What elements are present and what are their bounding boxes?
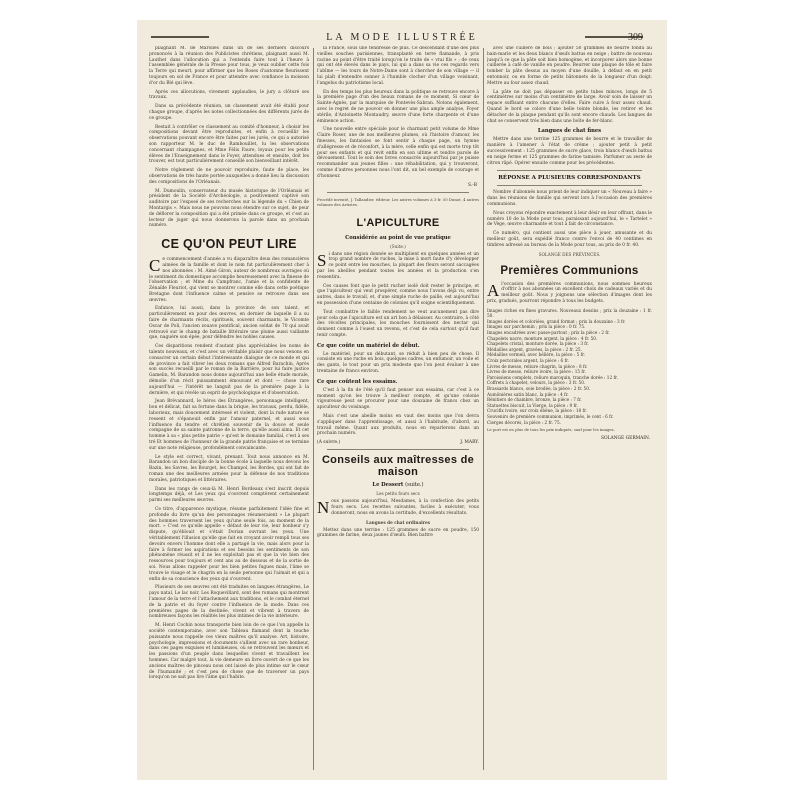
bottom-paragraph: Mettez dans une terrine : 125 grammes de sucre en poudre, 150 grammes de farine, deux jaunes d'œufs. Bien battre <box>317 527 479 539</box>
list-item: Brassards blancs, soie brodée, la pièce : 2 fr. 50. <box>487 386 591 392</box>
col3-paragraph: Mettre dans une terrine 125 grammes de beurre et le travailler de manière à l'amener à l'état de crème ; ajouter petit à petit successivement : 125 grammes de sucre glace, trois blancs d'œufs battus en neige ferme et 125 grammes de farine tamisée. Parfumer au zeste de citron râpé. Opérer ensuite comme pour les précédentes. <box>487 137 652 166</box>
col2-paragraph: En des temps les plus heureux dans la politique se retrouve encore à la première page d'un des beaux romans de ce moment, Si cœur de Sainte-Agnès, par la marquise de Pontevès-Sabran. Notons également, avec le regret de ne pouvoir en donner une plus ample analyse, Foyer stérile, d'Antoinette Montaudry, œuvre d'une forte charpente et d'une éminence action. <box>317 89 479 124</box>
list-item: Médailles vermeil, avec bélière, la pièce : 5 fr. <box>487 352 586 358</box>
article-paragraph <box>149 257 309 303</box>
closing-signature-left: (A suivre.) <box>317 440 341 446</box>
newspaper-page <box>137 20 667 780</box>
list-item: Images sur parchemin ; prix la pièce : 0 fr. 75. <box>487 324 586 330</box>
list-item: Images encadrées avec passe-partout ; prix la pièce : 2 fr. <box>487 330 610 336</box>
subsection-heading: Ce que coûte un matériel de début. <box>317 342 420 349</box>
col2-paragraph: la France, sous une tendresse de plus. Ce descendant d'une des plus vieilles souches parisiennes, transplanté en terre flamande, à pris racine au point d'être traité lorsqu'on le traite de « vrai fils » ; de ceux qui ont été élevés dans le pays, lui qui a dans sa vie ces regards vers l'abîme — les tours de Notre-Dame sont à chercher de son village — il lui plaît d'entendre sonner à l'humble clocher d'un village voisinant, l'angelus du patriotisme local. <box>317 46 479 86</box>
col3-heading: RÉPONSE A PLUSIEURS CORRESPONDANTS <box>498 175 641 182</box>
dropcap: N <box>317 498 330 518</box>
journal-title: LA MODE ILLUSTRÉE <box>326 32 478 43</box>
article-paragraph: Ces disparitions rendent d'autant plus appréciables les noms de talents nouveaux, et c'est avec un véritable plaisir que nous venons en consacrer un certain début l'intéressante dialogue de ce monde et qui de province a fait vibrer les deux romans que Alfred Barachin, Après son succès recueilli par le roman de la Barrière, pour lui faire justice Gamelin, M. Barandon nous donne aujourd'hui une belle étude morale, démolie d'un récit puissamment émouvant et dont — chose rare aujourd'hui — l'intérêt ne languit pas de la première page à la dernière, et qui révèle un esprit de psychologique et d'observation. <box>149 344 309 396</box>
list-item: Chapelets nacre, monture argent, la pièce : 4 fr. 50. <box>487 335 598 341</box>
divider <box>327 449 469 450</box>
bottom-paragraph <box>317 499 479 516</box>
price-list <box>487 308 652 425</box>
list-item: Statuettes biscuit, la Vierge, la pièce : 9 fr. <box>487 402 578 408</box>
article-paragraph-text: e commencement d'année a vu disparaître deux des romancières aimées de la famille et dont le nom fut particulièrement cher à nos abonnées : M. Aimé Giron, auteur de nombreux ouvrages où le sentiment du domestique accomplie heureusement avec la finesse de l'observation ; et Mme du Campfranc, l'amie et la confidente de Zénaïde Fleuriot, qui vient se montrer comme elle dans cette poétique Bretagne dont l'influence calme et pensive se retrouve dans ses œuvres. <box>149 257 309 303</box>
subsection-paragraph: Le matériel, pour un débutant, se réduit à bien peu de chose. Il consiste en une ruche en bois, quelques cadres, un enfumoir, un voile et des gants, le tout pour un prix modeste que l'on peut évaluer à une trentaine de francs environ. <box>317 351 479 375</box>
article-paragraph: Plusieurs de ses œuvres ont été traduites en langues étrangères, Le pays natal, Le lac noir, Les Roquevillard, sont des romans qui montrent l'amour de la terre et l'attachement aux traditions, et le combat éternel de la patrie et du foyer contre l'influence de la mode. Dans ces premières pages de la destinée, vivent et vibrent à travers de nombreuses façons les réalités les plus intimes de la vie intérieure. <box>149 585 309 620</box>
column-3 <box>487 46 652 770</box>
bottom-heading-2: Langues de chat ordinaires <box>366 519 430 525</box>
section-paragraph: Tout combattre le faible rendement ne veut aucunement pas dire pour cela que l'apiculture est un art bon à délaisser. Au contraire, à côté des récoltes principales, les mouches fournissent des nectar qui donnent comme à l'ouest un revenu, et c'est de cela surtout qu'il faut tenir compte. <box>317 309 479 338</box>
section-paragraph: Ces causes font que le petit rucher isolé doit rester le principe, et que l'apiculteur qui veut prospérer, comme nous l'avons déjà vu, entre autres, dans le travail, et, d'une simple ruche de paille, est aujourd'hui en possession d'une centaine de colonies qu'il soigne scientifiquement. <box>317 283 479 306</box>
final-signature: SOLANGE GERMAIN. <box>600 436 650 442</box>
list-item: Livres de messe, reliure chagrin, la pièce : 8 fr. <box>487 363 588 369</box>
bottom-subtitle <box>317 482 479 488</box>
bottom-subtitle-text: Le Dessert <box>372 482 404 489</box>
section-paragraph-text: i dans une région donnée se multiplient en quelques années et un trop grand nombre de ruches, la mise à mort faute d'y développer ce point entre les mouches, la plupart des fleurs seront saccagées par les abeilles pendant toutes les années et la production s'en ressentira. <box>317 251 479 280</box>
list-item: Images riches en fines gravures. Nouveaux dessins ; prix la douzaine : 1 fr. 50. <box>487 307 652 319</box>
dropcap: A <box>487 280 500 300</box>
list-item: Images dorées et coloriées, grand format ; prix la douzaine : 3 fr. <box>487 318 626 324</box>
closing-paragraph: Mais c'est une abeille moins en vaut des moins que l'on devra s'appliquer dans l'apprentissage, et aussi à l'habitude, d'abord, au travail même. Quant aux produits, nous en reparlerons dans un prochain numéro. <box>317 414 479 437</box>
subsection-heading: Ce que coûtent les essaims. <box>317 378 398 385</box>
signature: S.-B <box>468 182 477 188</box>
list-item: Cierges décorés, la pièce : 2 fr. 75. <box>487 419 561 425</box>
divider <box>497 185 642 186</box>
section-note: (Suite.) <box>390 243 406 249</box>
article-paragraph: Le style est correct, vivant, prenant. Tout nous annonce en M. Barandon un bon disciple de la bonne école à laquelle nous devons les Bazin, les Savres, les Bourget, les Champol, les Bordes, qui ont fait de roman une des meilleures armées pour la défense de nos traditions morales, patriotiques et littéraires. <box>149 454 309 483</box>
article-paragraph: M. Henri Cochin nous transporte bien loin de ce que l'on appelle la société contemporaine, avec son Tableau flamand dont la touche puissante nous rappelle ces vieux maîtres qu'il analyse. Art, histoire, psychologie, impressions et documents s'allient avec un rare bonheur, dans ces pages exquises et lumineuses, où se retrouvent les mœurs et les passions d'un peuple dans lesquelles vivent et travaillent les hommes. Car malgré tout, la vie demeure un livre ouvert de ce que les anciens maîtres de pinceau nous ont laissé de plus intime sur le cœur de l'humanité ; et c'est peu de chose que de traverser un pays lorsqu'on ne sait pas lire l'âme qui l'habite. <box>149 623 309 681</box>
column-rule-2 <box>483 48 484 770</box>
list-item: Coffrets à chapelet, velours, la pièce : 3 fr. 50. <box>487 380 586 386</box>
page-number: 309 <box>628 32 643 43</box>
article-title: CE QU'ON PEUT LIRE <box>161 237 297 252</box>
list-item: Médailles argent, gravées, la pièce : 2 fr. 25. <box>487 346 582 352</box>
column-2 <box>317 46 479 770</box>
section-paragraph <box>317 252 479 281</box>
closing-signature-right: J. MARY. <box>460 440 479 446</box>
col3-big-heading: Premières Communions <box>500 264 639 277</box>
intro-paragraph: Notre règlement de ne pouvoir reproduire, faute de place, les observations de très haute portée auxquelles a donné lieu la discussion des compositions de l'Orléanais. <box>149 168 309 185</box>
dropcap: C <box>149 256 161 276</box>
col3-paragraph: La pâte ne doit pas dépasser en petits tubes minces, longs de 5 centimètres sur moins d'un centimètre de large. Avoir soin de laisser un espace suffisant entre chacune d'elles. Faire cuire à four assez chaud. Quand le bord se colore d'une belle teinte blonde, les retirer et les détacher de la plaque pendant qu'ils sont encore chauds. Les langues de chat se conservent très bien dans une boîte de fer-blanc. <box>487 89 652 124</box>
list-item: Croix pectorales argent, la pièce : 6 fr. <box>487 358 569 364</box>
col3-paragraph-text: l'occasion des premières communions, nous sommes heureux d'offrir à nos abonnées un excellent choix de cadeaux variés et du meilleur goût. Nous y joignons une sélection d'images dont les prix, gradués, pourront répondre à tous les budgets. <box>487 281 652 304</box>
col3-paragraph: Ce numéro, qui contient aussi une pièce à jouer, amusante et du meilleur goût, sera expédié franco contre l'envoi de 40 centimes en timbres adressé au bureau de la Mode pour tous, au prix de 0 fr. 40. <box>487 231 652 248</box>
list-item: Paroissiens complets, reliure maroquin, tranche dorée : 12 fr. <box>487 374 618 380</box>
article-paragraph: Enfance, lui aussi, dans la province de son talent, et particulièrement en pour des œuvres, en dernier de laquelle il a su faire de charmants récits, spirituels, souvent charmants, le Vicomte Oscar de Poli, l'ancien zouave pontifical, ancien soldat de 70 qui avait retrouvé sur le champ de bataille littéraire une plume aussi vaillante que, naguère son épée, pour défendre les nobles causes. <box>149 306 309 341</box>
intro-paragraph: Restait à contrôler ce classement au comité d'honneur, à choisir les compositions devant être reproduites, et enfin à recueillir les observations pouvant encore être faites par les jurés, ce qui a autorisé son rapporteur M. le duc de Rambouillet, lu les observations concernant champagnes, et Mme Félix Faure, loyaux pour les petits élèves de l'Enseignement dans le Foyer, attendues et ensuite, doit les trouver, est tout particulièrement conseillé son bienveillant intérêt. <box>149 124 309 165</box>
article-paragraph: Dans les rangs de ceux-là M. Henri Bordeaux s'est inscrit depuis longtemps déjà, et Les yeux qui s'ouvrent comptèrent certainement parmi ses meilleures œuvres. <box>149 486 309 504</box>
divider <box>497 170 642 171</box>
dropcap: S <box>317 250 327 270</box>
list-item: Chapelets cristal, monture dorée, la pièce : 3 fr. <box>487 341 589 347</box>
subsection-paragraph: C'est à la fin de l'été qu'il faut penser aux essaims, car c'est à ce moment qu'on les trouve à meilleur compte, et qu'une colonie vigoureuse peut se procurer pour une douzaine de francs chez un apiculteur du voisinage. <box>317 387 479 411</box>
section-subtitle: Considérée au point de vue pratique <box>345 234 451 241</box>
footnote: Procédé inventé, J. Tallandier, éditeur. Les autres volumes à 3 fr. 50 Dunot, 4 autres volumes des Artistes. <box>317 196 479 207</box>
bottom-heading: Les petits fours secs <box>376 491 420 497</box>
col3-signature: SOLANGE DES PRÉVINCES. <box>538 251 601 257</box>
list-item: Bénitiers de chambre, bronze, la pièce : 7 fr. <box>487 397 582 403</box>
col3-paragraph: avec une cuillère de bois ; ajouter 50 grammes de beurre fondu au bain-marie et les deux blancs d'œufs battus en neige ; battre de nouveau jusqu'à ce que la pâte soit bien homogène, et incorporer alors une bonne cuillerée à café de vanille en poudre. Beurrer une plaque de tôle et faire tomber la pâte dessus au moyen d'une douille, à défaut en en petit entonnoir, ou en forme de petits bâtonnets de la longueur d'un doigt. Mettre au four assez chaud. <box>487 46 652 86</box>
col3-paragraph <box>487 282 652 305</box>
col3-paragraph: Nombre d'abonnés nous prient de leur indiquer un « Nouveau à faire » dans les réunions de famille qui servent lors à l'occasion des premières communions. <box>487 190 652 207</box>
divider <box>327 192 469 193</box>
section-title: L'APICULTURE <box>356 216 440 229</box>
closing-signature <box>317 440 479 445</box>
intro-paragraph: Après ces allocutions, vivement applaudies, le jury a clôturé ses travaux. <box>149 89 309 101</box>
bottom-paragraph-text: ous passons aujourd'hui, Mesdames, à la confection des petits fours secs. Les recettes suivantes, faciles à exécuter, vous donneront, nous en avons la certitude, d'excellents résultats. <box>331 499 479 516</box>
col2-paragraph: Une nouvelle entre spéciale pour le charmant petit volume de Mme Claire Roser, une de nos meilleures plumes, où l'histoire d'amour, les finesses, les fantaisies se font sentir à chaque page, un hymne d'allégresse et de réconfort, à la mère, celle enfin qui est morte trop tôt pour ses enfants et qui revit enfin en son ultime et tendre parole de dévouement. Tout le soin des livres consacrés aujourd'hui par je puisse recommander aux jeunes filles : une réhabilitation, qui y trouveront, comme d'autres personnes nous l'ont dit, un bel exemple de courage et d'honneur. <box>317 127 479 179</box>
intro-paragraph: plaignant M. de Marolles dans un de ses derniers discours prononcés à la réunion des Publicistes chrétiens, plaignant aussi M. Lauthet dans l'allocution qui a l'entendu faire tout à l'heure à l'assemblée générale de la Presse pour tous, je veux oublier cette fois la Terre qui meurt, pour affirmer que les Roses d'automne fleurissent toujours en sol de France et pour attendre avec confiance la moisson d'or du Blé qui lève. <box>149 46 309 86</box>
bottom-note: (suite.) <box>405 482 424 489</box>
list-item: Crucifix ivoire, sur croix ébène, la pièce : 18 fr. <box>487 408 587 414</box>
intro-paragraph: Dans sa précédente réunion, un classement avait été établi pour chaque groupe, d'après les notes collectionnées des différents jurés de ce groupe. <box>149 104 309 121</box>
article-paragraph: Ce titre, d'apparence mystique, résume parfaitement l'idée fine et profonde du livre qu'un des personnages résumeraient « Le plupart des hommes traversent les yeux qu'une seule fois, au moment de la mort. » C'est ce qu'elle appelle « défaut de leur vie, leur bonheur s'y dispute, qu'éblouit et s'était Dorian ouvrant les yeux. Une véritablement l'illusion qu'elle que fait en croyant avoir rempli tous ses devoirs envers l'homme dont elle a partagé la vie, mais alors pour la faire à former les aspirations et ses besoins les sentiments de son phénomène réussit et il ne les exploitait pas et que la vie bien des ressources pour toujours et cent ans au de dessous et de la sortie de soi. Nous allons rappeler pour les bien petites fugues mais, l'âme se trouve le visage et le chagrin en la seule personne qui l'aimait et qui a enfin de sa conscience des yeux qui s'ouvrent. <box>149 506 309 582</box>
col3-heading: Langues de chat fines <box>537 128 602 135</box>
intro-paragraph: M. Dumoulin, conservateur du musée historique de l'Orléanais et président de la Société d'Archéologie, a positivement captivé son auditoire par l'exposé de ses recherches sur la légende du « Chien de Montargis ». Mais nous ne pouvons nous étendre sur ce sujet, de peur de déflorer la composition qui a été primée dans ce groupe, et c'est au lecteur de juger qui nous donnerons la parole dans un prochain numéro. <box>149 188 309 229</box>
col3-paragraph: Nous croyons répondre exactement à leur désir en leur offrant, dans le numéro 10 de la Mode pour tous, paraissant aujourd'hui, le « Tartelet » de Vège, œuvre charmante et tout à fait de circonstance. <box>487 210 652 228</box>
column-rule-1 <box>313 48 314 770</box>
article-paragraph: Jean Brévannard, le héros des Étrangères, personnage intelligent, bon et délicat, fait sa fortune dans la brique, les travaux, perdu, fidèle, laborieux, mais doucement intéressé et violent, dont la rude nature se ressent et s'épanouit enfin par l'amour paternel, et aussi sous l'influence du tendre et chrétien souvenir de la douce et seule compagne de sa sainte patronne de la terre, qu'elle aussi aima. Et cet homme à sa « plus petite patrie » qu'est le domaine familial, c'est à ses tré Et hommes de l'honneur de la grande patrie française et se termine sur une note religieuse, profondément convaincante. <box>149 399 309 451</box>
list-item: Aumônières satin blanc, la pièce : 4 fr. <box>487 391 569 397</box>
bottom-title: Conseils aux maîtresses de maison <box>321 454 475 479</box>
list-item: Souvenirs de première communion, imprimés, le cent : 6 fr. <box>487 413 614 419</box>
list-footer: Le port est en plus de tous les prix indiqués, sauf pour les images. <box>487 427 615 433</box>
column-1 <box>149 46 309 770</box>
list-item: Livres de messe, reliure ivoire, la pièce : 15 fr. <box>487 369 586 375</box>
